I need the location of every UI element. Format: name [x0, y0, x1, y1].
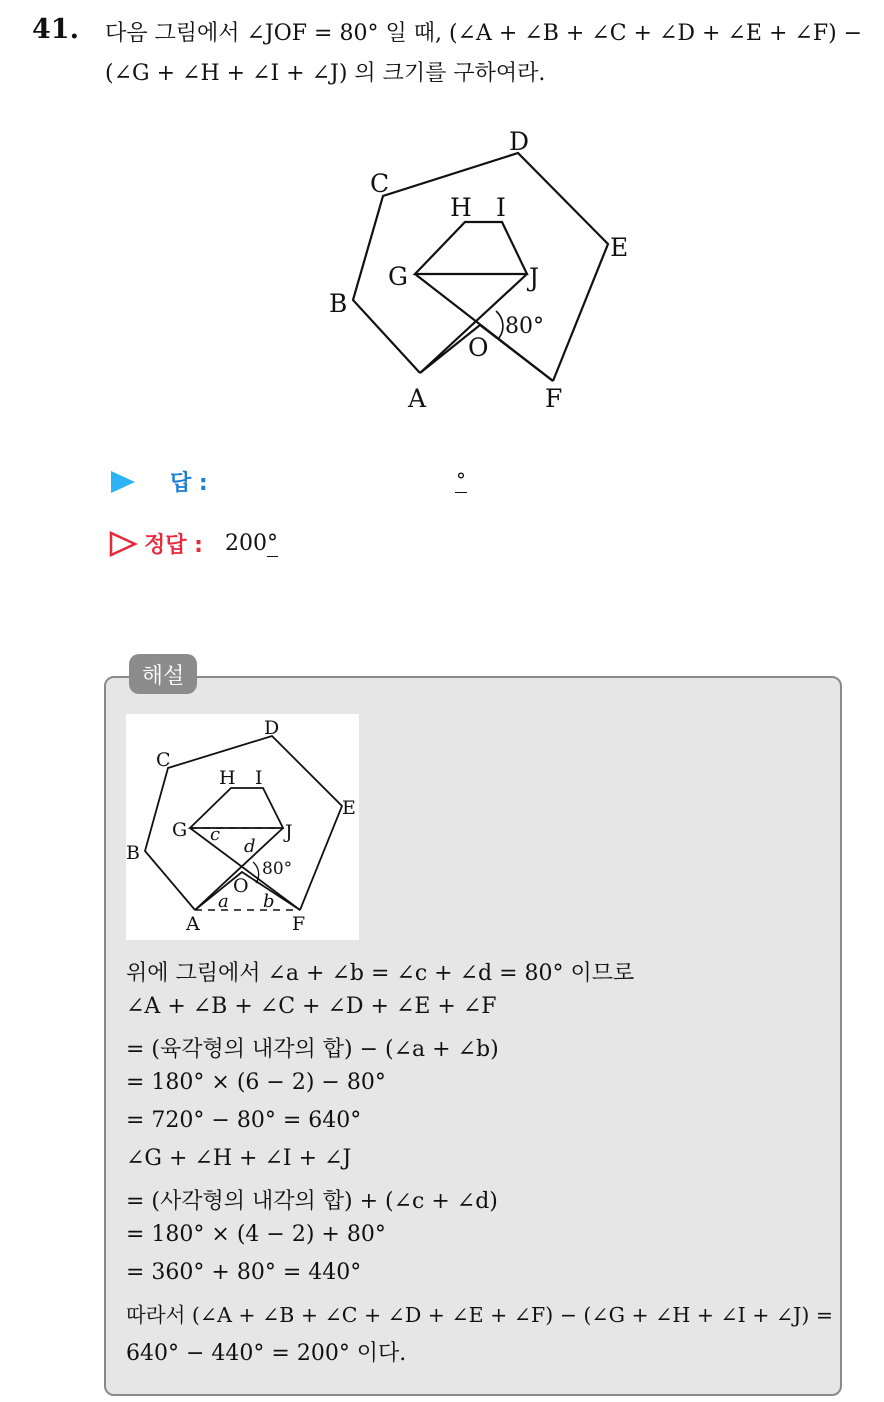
- label-c: c: [210, 824, 221, 845]
- question-number: 41.: [32, 14, 79, 45]
- answer-blank[interactable]: °: [456, 468, 466, 492]
- solution-line-2: ∠A + ∠B + ∠C + ∠D + ∠E + ∠F: [126, 994, 497, 1019]
- label-A: A: [186, 913, 200, 935]
- solution-line-4: = 180° × (6 − 2) − 80°: [126, 1070, 386, 1095]
- solution-line-10: 따라서 (∠A + ∠B + ∠C + ∠D + ∠E + ∠F) − (∠G + ∠H + ∠I + ∠J) =: [126, 1303, 834, 1327]
- label-B: B: [126, 842, 140, 864]
- solution-line-7: = (사각형의 내각의 합) + (∠c + ∠d): [126, 1189, 498, 1214]
- solution-line-5: = 720° − 80° = 640°: [126, 1108, 362, 1133]
- correct-answer-label: 정답 :: [144, 533, 203, 558]
- correct-answer-value: 200°: [224, 531, 278, 556]
- label-D: D: [264, 717, 280, 739]
- label-d: d: [244, 836, 256, 857]
- solution-line-1: 위에 그림에서 ∠a + ∠b = ∠c + ∠d = 80° 이므로: [126, 961, 635, 986]
- label-C: C: [156, 749, 171, 771]
- label-I: I: [496, 193, 506, 222]
- label-H: H: [450, 193, 472, 222]
- play-triangle-icon: [108, 469, 138, 495]
- inner-quad-shape: [190, 788, 283, 828]
- question-figure: [300, 120, 660, 420]
- correct-answer-row: [108, 528, 278, 559]
- label-H: H: [219, 767, 236, 789]
- solution-line-6: ∠G + ∠H + ∠I + ∠J: [126, 1146, 352, 1171]
- label-I: I: [255, 767, 263, 789]
- solution-line-8: = 180° × (4 − 2) + 80°: [126, 1222, 386, 1247]
- label-A: A: [408, 384, 427, 413]
- question-text-line1: 다음 그림에서 ∠JOF = 80° 일 때, (∠A + ∠B + ∠C + ∠D + ∠E + ∠F) −: [105, 21, 863, 46]
- solution-figure: [126, 714, 359, 940]
- label-J: J: [529, 263, 540, 292]
- label-C: C: [370, 169, 390, 198]
- outline-triangle-icon: [108, 531, 138, 557]
- angle-label: 80°: [505, 314, 544, 339]
- label-G: G: [172, 819, 188, 841]
- label-F: F: [545, 384, 563, 413]
- label-O: O: [233, 875, 249, 897]
- angle-label: 80°: [262, 859, 293, 879]
- label-E: E: [610, 233, 629, 262]
- solution-line-3: = (육각형의 내각의 합) − (∠a + ∠b): [126, 1037, 499, 1062]
- label-E: E: [342, 797, 356, 819]
- inner-quad-shape: [415, 222, 527, 274]
- label-B: B: [329, 289, 348, 318]
- solution-tag: 해설: [129, 654, 197, 694]
- question-text-line2: (∠G + ∠H + ∠I + ∠J) 의 크기를 구하여라.: [105, 61, 546, 86]
- label-O: O: [468, 333, 489, 362]
- label-a: a: [218, 891, 229, 912]
- answer-label: 답 :: [170, 471, 208, 496]
- label-D: D: [509, 127, 530, 156]
- label-J: J: [285, 821, 293, 843]
- answer-row: [108, 466, 208, 497]
- solution-line-9: = 360° + 80° = 440°: [126, 1260, 362, 1285]
- label-F: F: [292, 913, 306, 935]
- label-G: G: [388, 262, 408, 291]
- solution-line-11: 640° − 440° = 200° 이다.: [126, 1341, 407, 1366]
- label-b: b: [263, 891, 275, 912]
- angle-arc: [496, 311, 503, 338]
